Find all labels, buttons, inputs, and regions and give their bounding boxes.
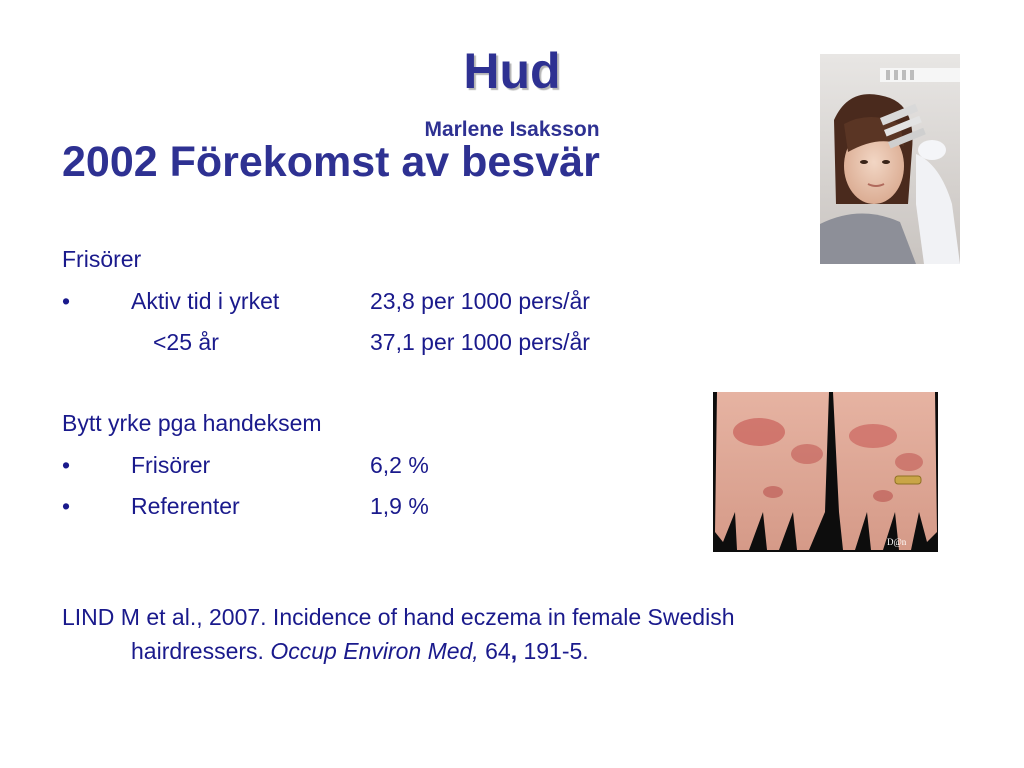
- slide-title: Hud: [463, 43, 561, 99]
- row-name: Aktiv tid i yrket: [131, 288, 280, 314]
- bullet-icon: •: [62, 493, 71, 519]
- row-name: Frisörer: [131, 452, 211, 478]
- section-label-bytt-yrke: Bytt yrke pga handeksem: [62, 410, 322, 436]
- reference-volume: 64: [478, 638, 511, 664]
- reference-pages: 191-5.: [517, 638, 589, 664]
- row-name: <25 år: [153, 329, 219, 355]
- row-name: Referenter: [131, 493, 240, 519]
- bullet-icon: •: [62, 452, 71, 478]
- slide-author: Marlene Isaksson: [424, 118, 600, 141]
- hairdresser-photo: [820, 54, 960, 264]
- row-value: 6,2 %: [370, 452, 429, 478]
- reference-citation: [62, 600, 932, 668]
- reference-line-1: LIND M et al., 2007. Incidence of hand eczema in female Swedish: [62, 604, 735, 630]
- slide-heading: 2002 Förekomst av besvär: [62, 138, 600, 186]
- eczema-hands-photo: [713, 392, 938, 552]
- reference-line-2: [62, 634, 932, 668]
- row-value: 37,1 per 1000 pers/år: [370, 329, 590, 355]
- reference-journal: Occup Environ Med,: [270, 638, 479, 664]
- reference-continuation: hairdressers.: [131, 638, 271, 664]
- section-label-frisorer: Frisörer: [62, 246, 142, 272]
- reference-comma: ,: [510, 638, 518, 664]
- row-value: 23,8 per 1000 pers/år: [370, 288, 590, 314]
- row-value: 1,9 %: [370, 493, 429, 519]
- hands-photo-watermark: D@n: [887, 537, 907, 547]
- bullet-icon: •: [62, 288, 71, 314]
